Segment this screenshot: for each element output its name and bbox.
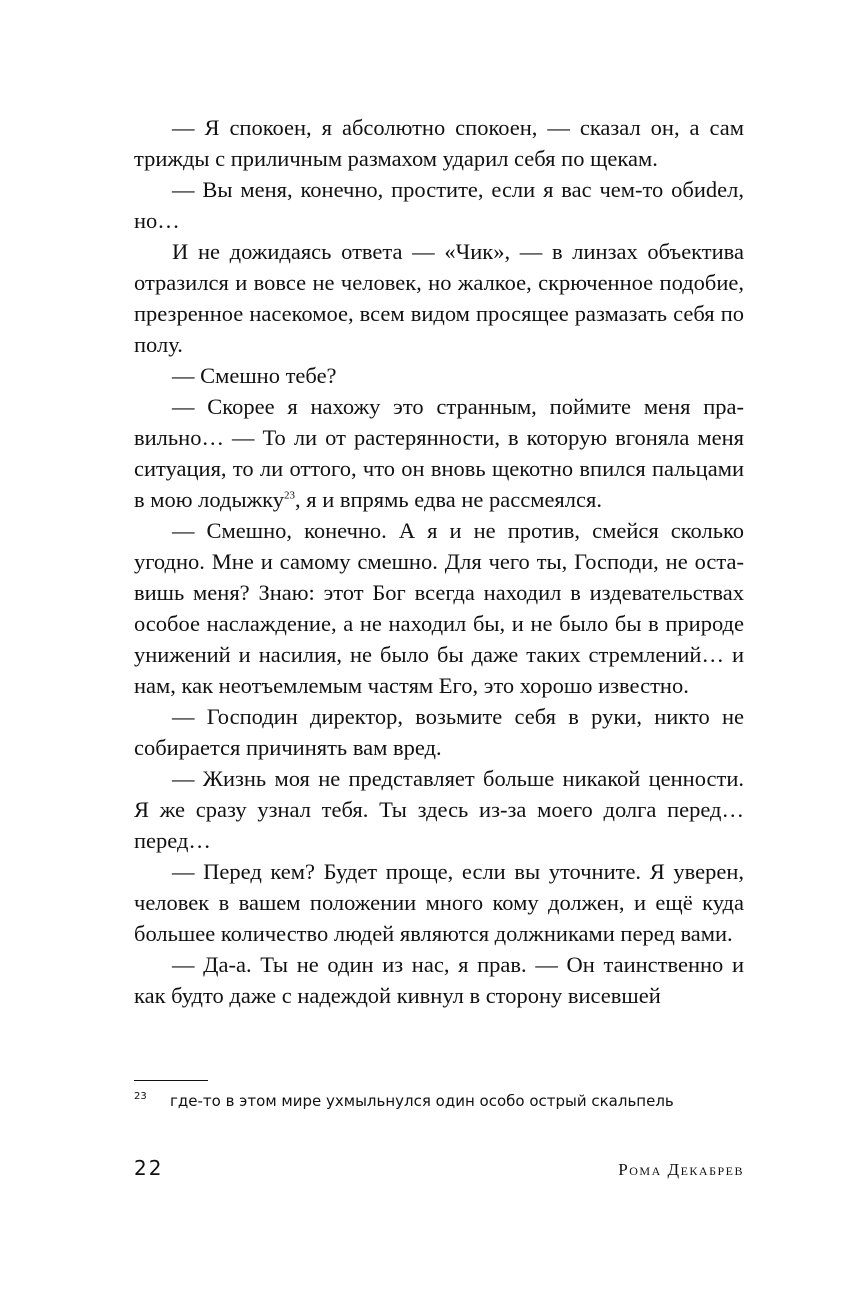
footnote-text: где-то в этом мире ухмыльнулся один особо острый скальпель [170, 1092, 674, 1110]
footnote-reference[interactable]: 23 [283, 489, 295, 502]
footnote [134, 1090, 744, 1112]
page-footer [134, 1156, 744, 1180]
footnote-number: 23 [134, 1091, 147, 1102]
paragraph: — Смешно, конечно. А я и не против, смейся сколько угодно. Мне и самому смешно. Для чего ты, Господи, не оставишь меня? Знаю: этот Бог всегда находил в издевательствах особое наслаждение, а не находил бы, и не было бы в природе унижений и насилия, не было бы даже таких стремлений… и нам, как неотъемлемым частям Его, это хорошо известно. [134, 518, 744, 698]
footnote-divider [134, 1080, 208, 1081]
paragraph-text: — Скорее я нахожу это странным, поймите меня правильно… — То ли от растерянности, в которую вгоняла меня ситуация, то ли оттого, что он вновь щекотно впился пальцами в мою лодыжку [134, 394, 744, 512]
paragraph: И не дожидаясь ответа — «Чик», — в линзах объектива отразился и вовсе не человек, но жалкое, скрюченное подобие, презренное насекомое, всем видом просящее размазать себя по полу. [134, 239, 744, 357]
paragraph: — Вы меня, конечно, простите, если я вас чем-то обиdел, но… [134, 177, 744, 233]
paragraph-with-footnote [134, 391, 744, 515]
body-text [134, 112, 744, 1011]
paragraph: — Перед кем? Будет проще, если вы уточните. Я уверен, человек в вашем положении много кому должен, и ещё куда большее количество людей являются должниками перед вами. [134, 859, 744, 946]
paragraph: — Я спокоен, я абсолютно спокоен, — сказал он, а сам трижды с приличным размахом ударил себя по щекам. [134, 115, 744, 171]
paragraph: — Жизнь моя не представляет больше никакой ценности. Я же сразу узнал тебя. Ты здесь из-за моего долга перед… перед… [134, 766, 744, 853]
running-head-author: Рома Декабрев [618, 1160, 744, 1179]
paragraph-text: , я и впрямь едва не рассмеялся. [294, 487, 602, 512]
paragraph: — Господин директор, возьмите себя в руки, никто не собирается причинять вам вред. [134, 704, 744, 760]
paragraph: — Да-а. Ты не один из нас, я прав. — Он таинственно и как будто даже с надеждой кивнул в сторону висевшей [134, 952, 744, 1008]
page-number: 22 [134, 1156, 164, 1180]
paragraph: — Смешно тебе? [172, 363, 337, 388]
